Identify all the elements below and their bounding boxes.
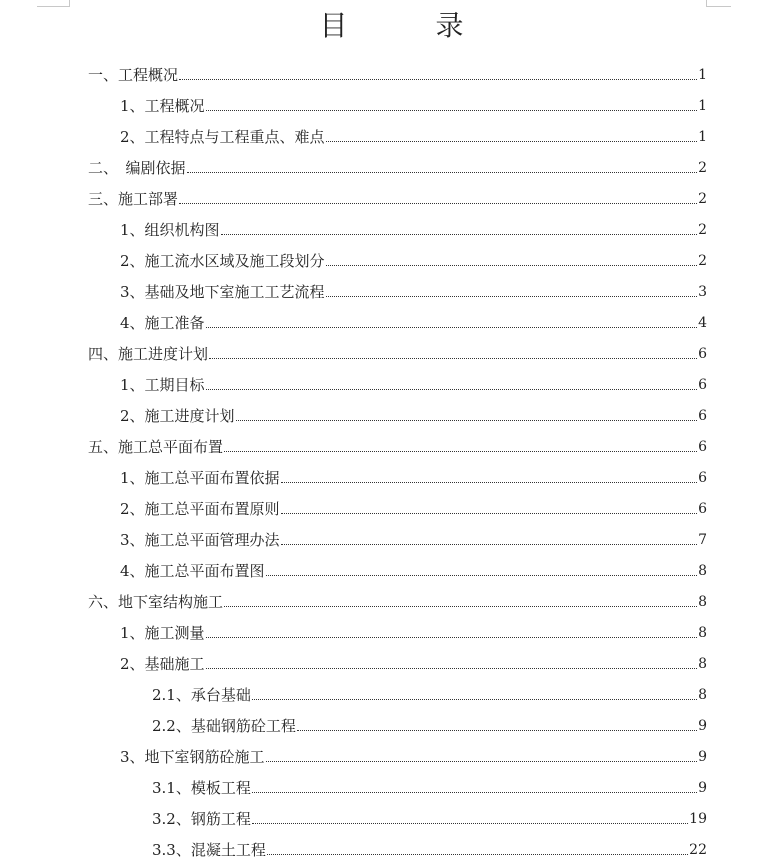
toc-entry-label: 1、组织机构图 <box>120 221 220 239</box>
toc-entry[interactable] <box>120 649 707 673</box>
toc-leader-dots <box>281 512 698 514</box>
toc-leader-dots <box>326 140 698 142</box>
toc-entry-label: 四、施工进度计划 <box>88 345 209 363</box>
toc-entry-label: 3.3、混凝土工程 <box>152 841 266 859</box>
toc-leader-dots <box>252 791 697 793</box>
toc-entry-label: 2.1、承台基础 <box>152 686 251 704</box>
toc-entry-label: 2、施工总平面布置原则 <box>120 500 280 518</box>
toc-leader-dots <box>224 605 697 607</box>
toc-leader-dots <box>179 202 697 204</box>
toc-entry[interactable] <box>120 215 707 239</box>
toc-leader-dots <box>267 853 688 855</box>
toc-entry[interactable] <box>120 370 707 394</box>
toc-entry-label: 3.1、模板工程 <box>152 779 251 797</box>
toc-entry[interactable] <box>120 308 707 332</box>
toc-entry-label: 3.2、钢筋工程 <box>152 810 251 828</box>
toc-page-number: 6 <box>698 346 707 362</box>
toc-entry[interactable] <box>88 432 707 456</box>
toc-page-number: 8 <box>698 563 707 579</box>
toc-page-number: 7 <box>698 532 707 548</box>
toc-entry[interactable] <box>88 339 707 363</box>
toc-entry[interactable] <box>120 122 707 146</box>
toc-leader-dots <box>326 264 698 266</box>
toc-entry[interactable] <box>152 711 707 735</box>
toc-page-number: 9 <box>698 718 707 734</box>
toc-leader-dots <box>206 388 698 390</box>
toc-entry[interactable] <box>120 742 707 766</box>
toc-entry[interactable] <box>152 680 707 704</box>
toc-entry[interactable] <box>152 773 707 797</box>
toc-page-number: 4 <box>698 315 707 331</box>
toc-page-number: 9 <box>698 780 707 796</box>
toc-entry-label: 1、施工测量 <box>120 624 205 642</box>
toc-page-number: 1 <box>698 67 707 83</box>
toc-entry[interactable] <box>120 401 707 425</box>
toc-entry-label: 4、施工准备 <box>120 314 205 332</box>
toc-page-number: 2 <box>698 191 707 207</box>
toc-entry[interactable] <box>120 525 707 549</box>
toc-entry-label: 2、基础施工 <box>120 655 205 673</box>
toc-entry-label: 二、 编剧依据 <box>88 159 186 177</box>
toc-entry-label: 六、地下室结构施工 <box>88 593 224 611</box>
toc-entry[interactable] <box>120 494 707 518</box>
toc-entry-label: 4、施工总平面布置图 <box>120 562 265 580</box>
toc-leader-dots <box>206 636 698 638</box>
toc-leader-dots <box>206 667 698 669</box>
toc-entry-label: 1、施工总平面布置依据 <box>120 469 280 487</box>
toc-page-number: 1 <box>698 98 707 114</box>
toc-page-number: 3 <box>698 284 707 300</box>
toc-entry-label: 2、施工进度计划 <box>120 407 235 425</box>
toc-entry[interactable] <box>152 835 707 859</box>
toc-leader-dots <box>236 419 698 421</box>
toc-entry-label: 五、施工总平面布置 <box>88 438 224 456</box>
toc-entry[interactable] <box>120 277 707 301</box>
toc-entry[interactable] <box>120 556 707 580</box>
toc-page-number: 8 <box>698 656 707 672</box>
toc-page-number: 2 <box>698 160 707 176</box>
toc-entry[interactable] <box>88 60 707 84</box>
toc-leader-dots <box>179 78 697 80</box>
toc-page-number: 2 <box>698 222 707 238</box>
toc-page-number: 6 <box>698 377 707 393</box>
toc-entry[interactable] <box>120 91 707 115</box>
toc-page-number: 19 <box>689 811 707 827</box>
toc-leader-dots <box>297 729 697 731</box>
toc-page-number: 8 <box>698 625 707 641</box>
toc-leader-dots <box>266 574 698 576</box>
toc-leader-dots <box>187 171 698 173</box>
toc-page-number: 6 <box>698 439 707 455</box>
toc-leader-dots <box>266 760 698 762</box>
toc-page-number: 6 <box>698 408 707 424</box>
toc-entry[interactable] <box>88 153 707 177</box>
toc-page-number: 8 <box>698 687 707 703</box>
toc-entry-label: 三、施工部署 <box>88 190 179 208</box>
toc-entry-label: 3、基础及地下室施工工艺流程 <box>120 283 325 301</box>
toc-leader-dots <box>209 357 697 359</box>
toc-leader-dots <box>224 450 697 452</box>
toc-entry[interactable] <box>88 587 707 611</box>
toc-page-number: 9 <box>698 749 707 765</box>
toc-entry[interactable] <box>120 463 707 487</box>
toc-leader-dots <box>252 822 688 824</box>
toc-entry[interactable] <box>88 184 707 208</box>
toc-entry-label: 2、施工流水区域及施工段划分 <box>120 252 325 270</box>
toc-leader-dots <box>281 543 698 545</box>
toc-entry-label: 3、地下室钢筋砼施工 <box>120 748 265 766</box>
toc-page-number: 8 <box>698 594 707 610</box>
toc-page-number: 2 <box>698 253 707 269</box>
toc-leader-dots <box>221 233 698 235</box>
toc-leader-dots <box>206 109 698 111</box>
toc-leader-dots <box>281 481 698 483</box>
toc-entry-label: 2.2、基础钢筋砼工程 <box>152 717 296 735</box>
page-title: 目 录 <box>319 9 494 42</box>
toc-entry-label: 1、工期目标 <box>120 376 205 394</box>
toc-entry[interactable] <box>120 618 707 642</box>
toc-leader-dots <box>252 698 697 700</box>
toc-entry[interactable] <box>120 246 707 270</box>
toc-entry-label: 3、施工总平面管理办法 <box>120 531 280 549</box>
toc-leader-dots <box>326 295 698 297</box>
toc-page-number: 1 <box>698 129 707 145</box>
toc-page-number: 6 <box>698 470 707 486</box>
toc-entry-label: 2、工程特点与工程重点、难点 <box>120 128 325 146</box>
toc-page-number: 22 <box>689 842 707 858</box>
toc-entry-label: 一、工程概况 <box>88 66 179 84</box>
toc-leader-dots <box>206 326 698 328</box>
toc-page-number: 6 <box>698 501 707 517</box>
toc-entry-label: 1、工程概况 <box>120 97 205 115</box>
toc-entry[interactable] <box>152 804 707 828</box>
